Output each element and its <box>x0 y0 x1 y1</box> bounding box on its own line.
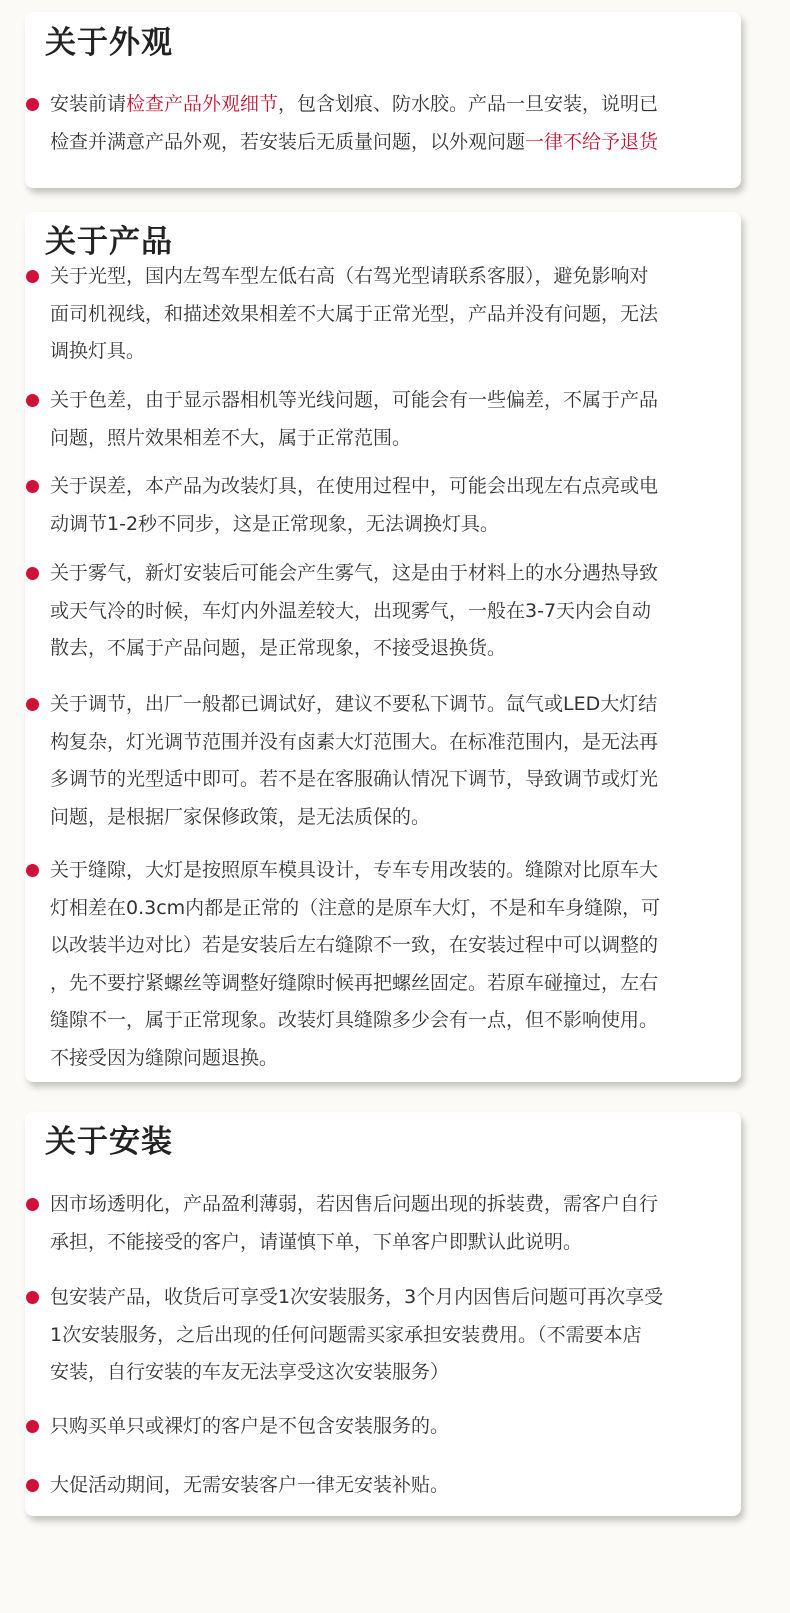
bullet-dot-icon <box>26 394 39 407</box>
text-segment: 多调节的光型适中即可。若不是在客服确认情况下调节，导致调节或灯光 <box>50 768 659 790</box>
highlight-text: 一律不给予退货 <box>525 130 659 153</box>
text-segment: 关于色差，由于显示器相机等光线问题，可能会有一些偏差，不属于产品 <box>50 389 659 411</box>
section-title: 关于产品 <box>45 224 173 260</box>
text-segment: 问题，是根据厂家保修政策，是无法质保的。 <box>50 805 431 828</box>
text-segment: 缝隙不一，属于正常现象。改装灯具缝隙多少会有一点，但不影响使用。 <box>50 1009 659 1031</box>
highlight-text: 检查产品外观细节 <box>126 93 279 115</box>
text-segment: 承担，不能接受的客户，请谨慎下单，下单客户即默认此说明。 <box>50 1230 583 1253</box>
text-segment: 安装，自行安装的车友无法享受这次安装服务） <box>50 1361 450 1383</box>
bullet-dot-icon <box>26 1479 39 1492</box>
text-segment: 以改装半边对比）若是安装后左右缝隙不一致，在安装过程中可以调整的 <box>50 934 659 956</box>
text-segment: 关于调节，出厂一般都已调试好，建议不要私下调节。氙气或LED大灯结 <box>50 693 658 715</box>
text-segment: ，包含划痕、防水胶。产品一旦安装，说明已 <box>278 93 659 115</box>
text-segment: 问题，照片效果相差不大，属于正常范围。 <box>50 426 412 449</box>
text-segment: 关于雾气，新灯安装后可能会产生雾气，这是由于材料上的水分遇热导致 <box>50 562 659 584</box>
text-segment: 灯相差在0.3cm内都是正常的（注意的是原车大灯，不是和车身缝隙，可 <box>50 896 661 919</box>
text-line <box>50 296 738 334</box>
text-line <box>50 1467 738 1505</box>
bullet-dot-icon <box>26 1291 39 1304</box>
text-line <box>50 1186 738 1224</box>
text-line <box>50 1224 738 1262</box>
text-segment: 调换灯具。 <box>50 340 146 362</box>
item-text <box>50 1186 738 1261</box>
item-text <box>50 852 738 1077</box>
text-line <box>50 555 738 593</box>
text-segment: 或天气冷的时候，车灯内外温差较大，出现雾气，一般在3-7天内会自动 <box>50 599 652 622</box>
item-text <box>50 1467 738 1505</box>
text-line <box>50 1040 738 1078</box>
text-line <box>50 799 738 837</box>
text-segment: ，先不要拧紧螺丝等调整好缝隙时候再把螺丝固定。若原车碰撞过，左右 <box>50 971 659 994</box>
bullet-dot-icon <box>26 567 39 580</box>
text-line <box>50 1002 738 1040</box>
text-line <box>50 1279 738 1317</box>
text-segment: 关于误差，本产品为改装灯具，在使用过程中，可能会出现左右点亮或电 <box>50 475 659 497</box>
text-line <box>50 852 738 890</box>
text-line <box>50 124 738 162</box>
bullet-dot-icon <box>26 1420 39 1433</box>
section-card-appearance <box>25 12 741 188</box>
text-line <box>50 506 738 544</box>
text-line <box>50 761 738 799</box>
text-line <box>50 927 738 965</box>
text-line <box>50 420 738 458</box>
text-line <box>50 86 738 124</box>
text-segment: 包安装产品，收货后可享受1次安装服务，3个月内因售后问题可再次享受 <box>50 1286 664 1308</box>
item-text <box>50 258 738 371</box>
bullet-dot-icon <box>26 270 39 283</box>
text-segment: 构复杂，灯光调节范围并没有卤素大灯范围大。在标准范围内，是无法再 <box>50 730 659 753</box>
text-line <box>50 1408 738 1446</box>
text-line <box>50 890 738 928</box>
text-line <box>50 965 738 1003</box>
text-line <box>50 1317 738 1355</box>
bullet-dot-icon <box>26 1198 39 1211</box>
text-line <box>50 1354 738 1392</box>
bullet-dot-icon <box>26 864 39 877</box>
text-line <box>50 382 738 420</box>
section-card-installation <box>25 1112 741 1516</box>
text-line <box>50 630 738 668</box>
text-segment: 关于光型，国内左驾车型左低右高（右驾光型请联系客服），避免影响对 <box>50 265 649 287</box>
text-segment: 大促活动期间，无需安装客户一律无安装补贴。 <box>50 1474 450 1496</box>
section-card-product <box>25 212 741 1082</box>
text-segment: 检查并满意产品外观，若安装后无质量问题，以外观问题 <box>50 130 526 153</box>
text-line <box>50 593 738 631</box>
text-line <box>50 258 738 296</box>
section-title: 关于安装 <box>45 1124 173 1160</box>
text-segment: 动调节1-2秒不同步，这是正常现象，无法调换灯具。 <box>50 512 500 535</box>
item-text <box>50 1279 738 1392</box>
text-segment: 安装前请 <box>50 93 127 115</box>
text-line <box>50 468 738 506</box>
item-text <box>50 382 738 457</box>
item-text <box>50 686 738 836</box>
text-segment: 不接受因为缝隙问题退换。 <box>50 1046 279 1069</box>
text-segment: 面司机视线，和描述效果相差不大属于正常光型，产品并没有问题，无法 <box>50 302 659 325</box>
text-segment: 关于缝隙，大灯是按照原车模具设计，专车专用改装的。缝隙对比原车大 <box>50 859 659 881</box>
text-line <box>50 333 738 371</box>
item-text <box>50 468 738 543</box>
text-segment: 散去，不属于产品问题，是正常现象，不接受退换货。 <box>50 637 507 659</box>
bullet-dot-icon <box>26 480 39 493</box>
item-text <box>50 1408 738 1446</box>
item-text <box>50 86 738 161</box>
bullet-dot-icon <box>26 98 39 111</box>
text-line <box>50 724 738 762</box>
bullet-dot-icon <box>26 698 39 711</box>
item-text <box>50 555 738 668</box>
section-title: 关于外观 <box>45 25 173 61</box>
text-line <box>50 686 738 724</box>
text-segment: 因市场透明化，产品盈利薄弱，若因售后问题出现的拆装费，需客户自行 <box>50 1193 659 1215</box>
text-segment: 1次安装服务，之后出现的任何问题需买家承担安装费用。（不需要本店 <box>50 1323 642 1346</box>
text-segment: 只购买单只或裸灯的客户是不包含安装服务的。 <box>50 1415 450 1437</box>
